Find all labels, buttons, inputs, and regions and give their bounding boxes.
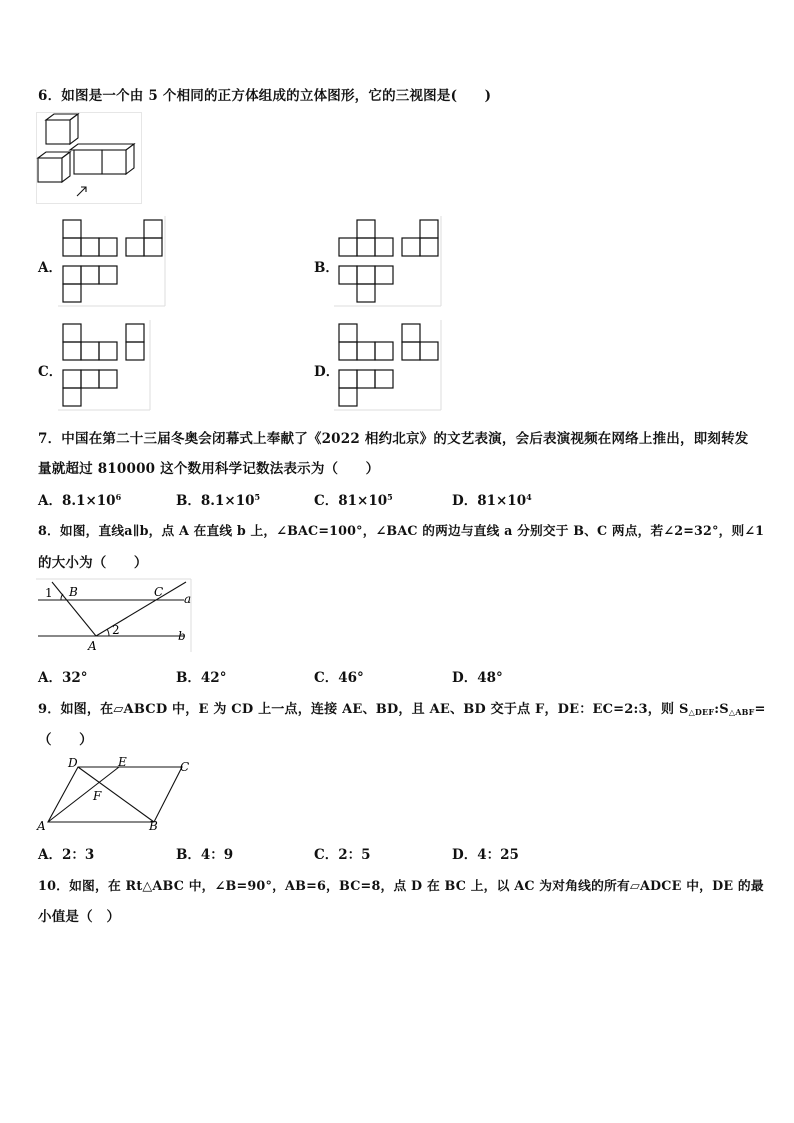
- q6-option-a-views[interactable]: [58, 216, 168, 308]
- q9-option-b[interactable]: B．4：9: [176, 847, 234, 863]
- line-b-label: b: [178, 629, 186, 643]
- q10-stem-line1: 10．如图，在 Rt△ABC 中，∠B=90°，AB=6，BC=8，点 D 在 BC 上，以 AC 为对角线的所有▱ADCE 中，DE 的最: [38, 879, 764, 894]
- q9-stem-line1: 9．如图，在▱ABCD 中，E 为 CD 上一点，连接 AE、BD，且 AE、BD 交于点 F，DE：EC=2:3，则 $S_{\triangle DEF}:S_{\triangle ABF}=$: [38, 702, 766, 717]
- line-a-label: a: [184, 592, 192, 606]
- q10-stem-line2: 小值是（ ）: [38, 909, 121, 925]
- q6-option-c-label[interactable]: C．: [38, 364, 63, 380]
- q8-option-b[interactable]: B．42°: [176, 670, 227, 686]
- point-c-label: C: [154, 585, 164, 599]
- point-a-label: A: [88, 639, 97, 653]
- q8-stem-line1: 8．如图，直线a∥b，点 A 在直线 b 上，∠BAC=100°，∠BAC 的两边与直线 a 分别交于 B、C 两点，若∠2=32°，则∠1: [38, 523, 765, 538]
- point-c-label: C: [180, 760, 190, 774]
- q9-option-a[interactable]: A．2：3: [38, 847, 95, 863]
- q7-stem-line1: 7．中国在第二十三届冬奥会闭幕式上奉献了《2022 相约北京》的文艺表演，会后表演视频在网络上推出，即刻转发: [38, 431, 749, 447]
- q6-solid-figure: [36, 112, 142, 204]
- q7-option-b[interactable]: B．$8.1\times 10^5$: [176, 492, 261, 509]
- q9-parallelogram-figure: [36, 755, 196, 833]
- q6-option-c-views[interactable]: [58, 320, 168, 412]
- point-b-label: B: [149, 819, 158, 833]
- q7-option-d[interactable]: D．$81\times 10^4$: [452, 492, 532, 509]
- q8-option-c[interactable]: C．46°: [314, 670, 364, 686]
- point-b-label: B: [69, 585, 78, 599]
- q7-option-a[interactable]: A．$8.1\times 10^6$: [38, 492, 122, 509]
- q9-option-d[interactable]: D．4：25: [452, 847, 519, 863]
- q6-option-b-views[interactable]: [334, 216, 444, 308]
- q6-stem: 6．如图是一个由 5 个相同的正方体组成的立体图形，它的三视图是( ): [38, 88, 492, 104]
- q8-parallel-lines-figure: [36, 578, 196, 654]
- point-e-label: E: [118, 755, 127, 769]
- q6-option-d-views[interactable]: [334, 320, 444, 412]
- point-a-label: A: [37, 819, 46, 833]
- point-d-label: D: [68, 756, 78, 770]
- point-f-label: F: [93, 789, 102, 803]
- q6-option-d-label[interactable]: D．: [314, 364, 340, 380]
- q7-stem-line2: 量就超过 810000 这个数用科学记数法表示为（ ）: [38, 461, 380, 477]
- q6-option-b-label[interactable]: B．: [314, 260, 339, 276]
- q7-option-c[interactable]: C．$81\times 10^5$: [314, 492, 393, 509]
- q8-stem-line2: 的大小为（ ）: [38, 555, 148, 571]
- view-arrow-icon: [77, 187, 86, 196]
- q6-option-a-label[interactable]: A．: [38, 260, 62, 276]
- angle-2-label: 2: [112, 623, 120, 637]
- q9-option-c[interactable]: C．2：5: [314, 847, 371, 863]
- q8-option-d[interactable]: D．48°: [452, 670, 503, 686]
- angle-1-label: 1: [45, 586, 53, 600]
- q8-option-a[interactable]: A．32°: [38, 670, 88, 686]
- q9-stem-line2: （ ）: [38, 732, 93, 748]
